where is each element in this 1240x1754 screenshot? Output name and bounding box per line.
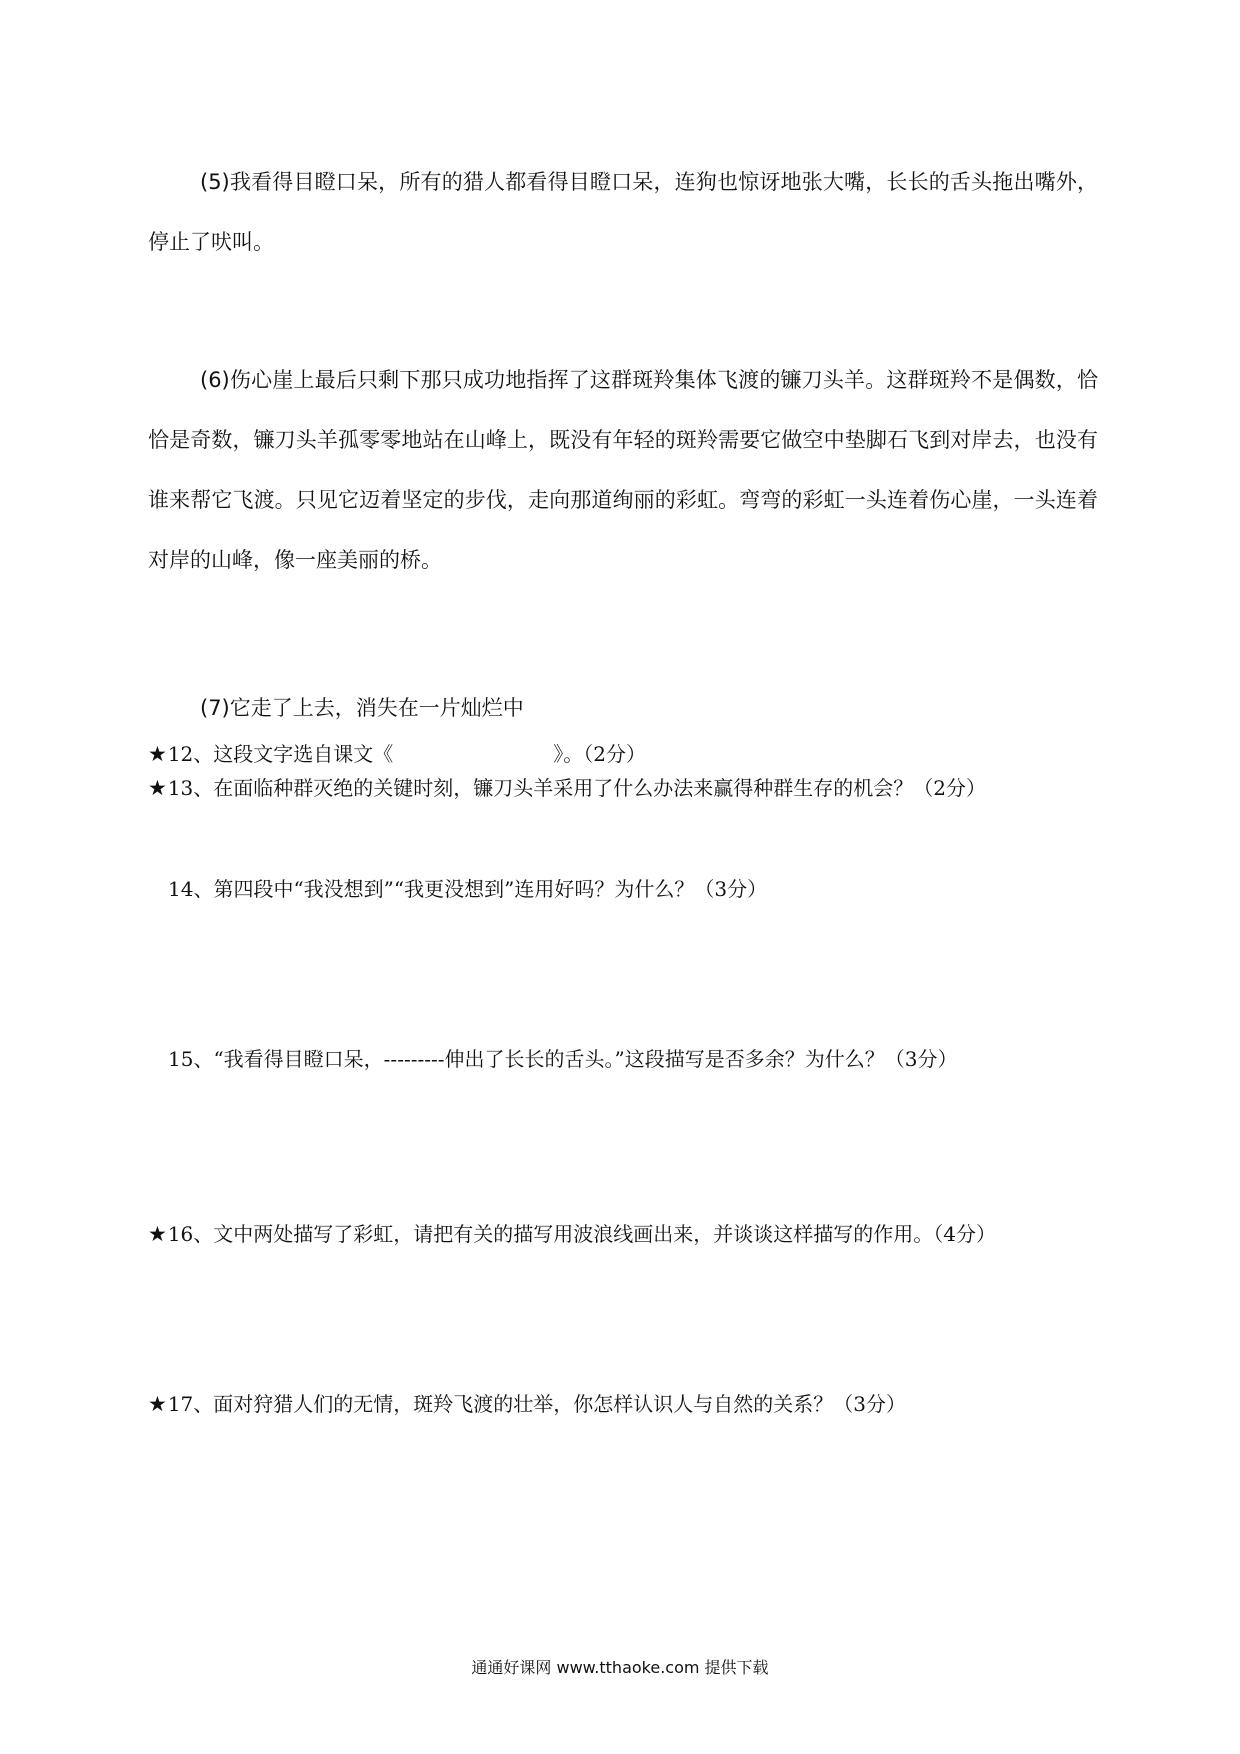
- star-icon: ★: [148, 776, 167, 800]
- question-13: [148, 774, 986, 802]
- passage-paragraph-7: (7)它走了上去，消失在一片灿烂中: [200, 696, 524, 720]
- question-13-text: 13、在面临种群灭绝的关键时刻，镰刀头羊采用了什么办法来赢得种群生存的机会？（2分）: [167, 776, 987, 800]
- star-icon: ★: [148, 1222, 167, 1246]
- passage-paragraph-5: (5)我看得目瞪口呆，所有的猎人都看得目瞪口呆，连狗也惊讶地张大嘴，长长的舌头拖出嘴外，停止了吠叫。: [148, 170, 1098, 254]
- question-15: 15、“我看得目瞪口呆，---------伸出了长长的舌头。”这段描写是否多余？为什么？（3分）: [168, 1047, 958, 1071]
- star-icon: ★: [148, 742, 167, 766]
- page-footer: 通通好课网 www.tthaoke.com 提供下载: [471, 1658, 769, 1677]
- question-12: [148, 740, 646, 768]
- question-12-points: 》。（2分）: [553, 742, 647, 766]
- passage-paragraph-6: (6)伤心崖上最后只剩下那只成功地指挥了这群斑羚集体飞渡的镰刀头羊。这群斑羚不是偶数，恰恰是奇数，镰刀头羊孤零零地站在山峰上，既没有年轻的斑羚需要它做空中垫脚石飞到对岸去，也没有谁来帮它飞渡。只见它迈着坚定的步伐，走向那道绚丽的彩虹。弯弯的彩虹一头连着伤心崖，一头连着对岸的山峰，像一座美丽的桥。: [148, 368, 1098, 572]
- question-16-text: 16、文中两处描写了彩虹，请把有关的描写用波浪线画出来，并谈谈这样描写的作用。（4分）: [167, 1222, 997, 1246]
- star-icon: ★: [148, 1392, 167, 1416]
- question-17: [148, 1390, 906, 1418]
- question-12-text: 12、这段文字选自课文《: [167, 742, 394, 766]
- question-14: 14、第四段中“我没想到”“我更没想到”连用好吗？为什么？（3分）: [168, 877, 768, 901]
- question-17-text: 17、面对狩猎人们的无情，斑羚飞渡的壮举，你怎样认识人与自然的关系？（3分）: [167, 1392, 907, 1416]
- question-16: [148, 1220, 996, 1248]
